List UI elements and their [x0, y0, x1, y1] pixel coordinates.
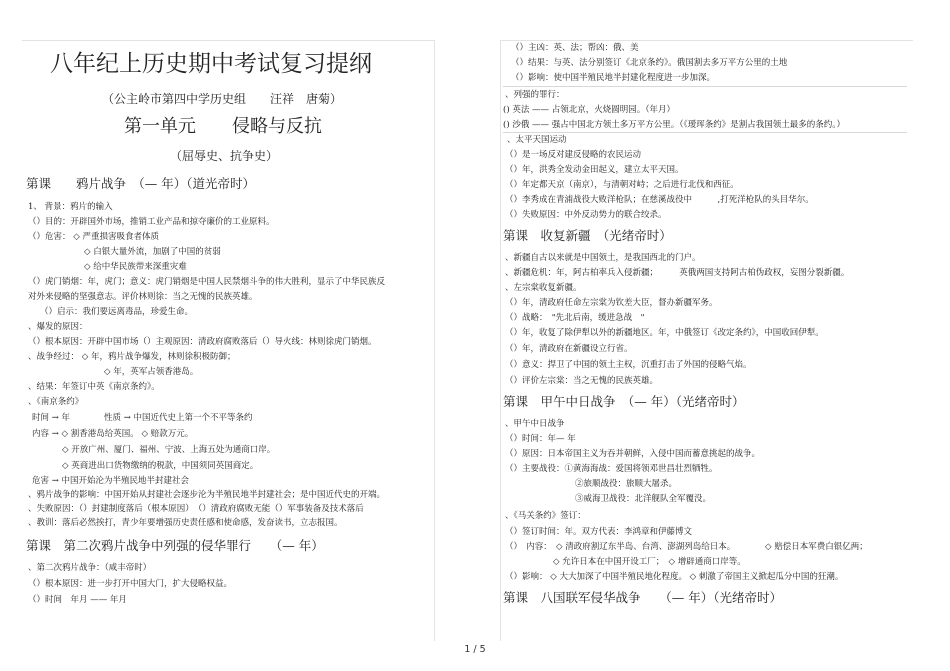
text-line: 、教训：落后必然挨打，青少年要增强历史责任感和使命感，发奋读书，立志报国。 — [28, 518, 343, 528]
text-line: 、爆发的原因： — [28, 322, 88, 332]
page-number: 1 / 5 — [464, 644, 486, 655]
section-heading: 第课 第二次鸦片战争中列强的侵华罪行 （— 年） — [26, 538, 324, 553]
text-line: 对外来侵略的坚强意志。评价林则徐：当之无愧的民族英雄。 — [28, 292, 258, 302]
text-line: ③威海卫战役：北洋舰队全军覆没。 — [575, 494, 712, 504]
section-heading: 第课 甲午中日战争 （— 年）（光绪帝时） — [503, 394, 745, 409]
text-line: （）李秀成在青浦战役大败洋枪队；在慈溪战役中 ,打死洋枪队的头目华尔。 — [505, 195, 814, 205]
text-line: （）主凶：英、法；帮凶：俄、美 — [511, 43, 639, 53]
text-line: 、结果：年签订中英《南京条约》。 — [28, 382, 160, 392]
right-column — [503, 0, 908, 640]
document-title: 八年纪上历史期中考试复习提纲 — [50, 51, 372, 77]
text-line: （）是一场反对建反侵略的农民运动 — [505, 150, 642, 160]
text-line: （）年，洪秀全发动金田起义，建立太平天国。 — [505, 165, 684, 175]
author-line: （公主岭市第四中学历史组 汪祥 唐菊） — [102, 92, 343, 106]
text-line: 时间 → 年 性质 → 中国近代史上第一个不平等条约 — [32, 413, 253, 423]
text-line: 、左宗棠收复新疆。 — [505, 283, 582, 293]
section-heading: 第课 收复新疆 （光绪帝时） — [503, 228, 672, 243]
box-rule — [503, 132, 907, 133]
text-line: （）年，清政府任命左宗棠为钦差大臣，督办新疆军务。 — [505, 298, 718, 308]
text-line: 危害 → 中国开始沦为半殖民地半封建社会 — [32, 476, 190, 486]
text-line: 、《南京条约》 — [28, 397, 84, 407]
text-line: （）主要战役：①黄海海战：爱国将领邓世昌壮烈牺牲。 — [505, 464, 718, 474]
text-line: 、新疆危机：年，阿古柏率兵入侵新疆； 英俄两国支持阿古柏伪政权，妄图分裂新疆。 — [505, 268, 850, 278]
text-line: （）年，收复了除伊犁以外的新疆地区。年，中俄签订《改定条约》，中国收回伊犁。 — [505, 328, 824, 338]
text-line: （） 内容： ◇ 清政府割辽东半岛、台湾、澎湖列岛给日本。 ◇ 赔偿日本军费白银亿两； — [505, 542, 868, 552]
text-line: 、甲午中日战争 — [505, 419, 565, 429]
text-line: 内容 → ◇ 割香港岛给英国。 ◇ 赔款万元。 — [32, 429, 194, 439]
text-line: （）根本原因：进一步打开中国大门，扩大侵略权益。 — [28, 579, 233, 589]
text-line: （）启示：我们要远离毒品，珍爱生命。 — [40, 307, 194, 317]
text-line: ②旅顺战役：旅顺大屠杀。 — [575, 479, 678, 489]
text-line: （）失败原因：中外反动势力的联合绞杀。 — [505, 210, 667, 220]
text-line: ◇ 白银大量外流，加剧了中国的贫弱 — [84, 247, 221, 257]
text-line: （）战略： "先北后南，缓进急战 " — [505, 313, 645, 323]
text-line: 1、 背景：鸦片的输入 — [28, 202, 113, 212]
text-line: 、太平天国运动 — [507, 135, 567, 145]
text-line: ◇ 年，英军占领香港岛。 — [104, 367, 199, 377]
section-heading: 第课 鸦片战争 （— 年）（道光帝时） — [26, 176, 255, 191]
text-line: 、《马关条约》签订： — [505, 511, 586, 521]
text-line: ◇ 给中华民族带来深重灾难 — [84, 262, 187, 272]
text-line: （）结果：与英、法分别签订《北京条约》。俄国割去多万平方公里的土地 — [511, 58, 788, 68]
text-line: 、第二次鸦片战争：（咸丰帝时） — [28, 563, 152, 573]
text-line: （）原因：日本帝国主义为吞并朝鲜，入侵中国而蓄意挑起的战争。 — [505, 449, 761, 459]
text-line: ◇ 开放广州、厦门、福州、宁波、上海五处为通商口岸。 — [62, 445, 276, 455]
text-line: （）危害： ◇ 严重损害吸食者体质 — [28, 232, 159, 242]
text-line: （）根本原因：开辟中国市场（）主观原因：清政府腐败落后（）导火线：林则徐虎门销烟。 — [28, 337, 377, 347]
text-line: 、失败原因：（）封建制度落后（根本原因） （）清政府腐败无能（）军事装备及技术落后 — [28, 504, 364, 514]
text-line: 、战争经过： ◇ 年，鸦片战争爆发，林则徐积极防御； — [28, 352, 236, 362]
text-line: ◇ 英商进出口货物缴纳的税款，中国须同英国商定。 — [62, 461, 259, 471]
text-line: （）时间：年— 年 — [505, 434, 576, 444]
text-line: () 英法 —— 占领北京，火烧圆明园。（年月） — [503, 105, 675, 115]
text-line: () 沙俄 —— 强占中国北方领土多万平方公里。（《瑷珲条约》是割占我国领土最多的条约。） — [503, 120, 845, 130]
section-heading: 第课 八国联军侵华战争 （— 年）（光绪帝时） — [503, 590, 782, 605]
text-line: （）年，清政府在新疆设立行省。 — [505, 344, 633, 354]
text-line: （）签订时间：年。双方代表：李鸿章和伊藤博文 — [505, 527, 693, 537]
text-line: ◇ 允许日本在中国开设工厂； ◇ 增辟通商口岸等。 — [553, 557, 746, 567]
left-column — [26, 0, 434, 640]
text-line: （）时间 年月 —— 年月 — [28, 595, 127, 605]
text-line: （）目的：开辟国外市场，推销工业产品和掠夺廉价的工业原料。 — [28, 217, 275, 227]
text-line: 、鸦片战争的影响：中国开始从封建社会逐步沦为半殖民地半封建社会；是中国近代史的开端。 — [28, 490, 386, 500]
text-line: 、列强的罪行： — [505, 90, 565, 100]
text-line: （）虎门销烟：年，虎门；意义：虎门销烟是中国人民禁烟斗争的伟大胜利，显示了中华民族反 — [28, 277, 386, 287]
text-line: （）影响：使中国半殖民地半封建化程度进一步加深。 — [511, 73, 716, 83]
text-line: （）影响： ◇ 大大加深了中国半殖民地化程度。 ◇ 刺激了帝国主义掀起瓜分中国的狂潮。 — [505, 572, 844, 582]
text-line: （）意义：捍卫了中国的领土主权，沉重打击了外国的侵略气焰。 — [505, 360, 752, 370]
text-line: （）评价左宗棠：当之无愧的民族英雄。 — [505, 376, 659, 386]
text-line: （）年定都天京（南京），与清朝对峙；之后进行北伐和西征。 — [505, 180, 739, 190]
box-rule — [503, 86, 907, 87]
text-line: 、新疆自古以来就是中国领土，是我国西北的门户。 — [505, 253, 701, 263]
unit-title: 第一单元 侵略与反抗 — [124, 116, 322, 137]
unit-subtitle: （屈辱史、抗争史） — [170, 149, 279, 163]
